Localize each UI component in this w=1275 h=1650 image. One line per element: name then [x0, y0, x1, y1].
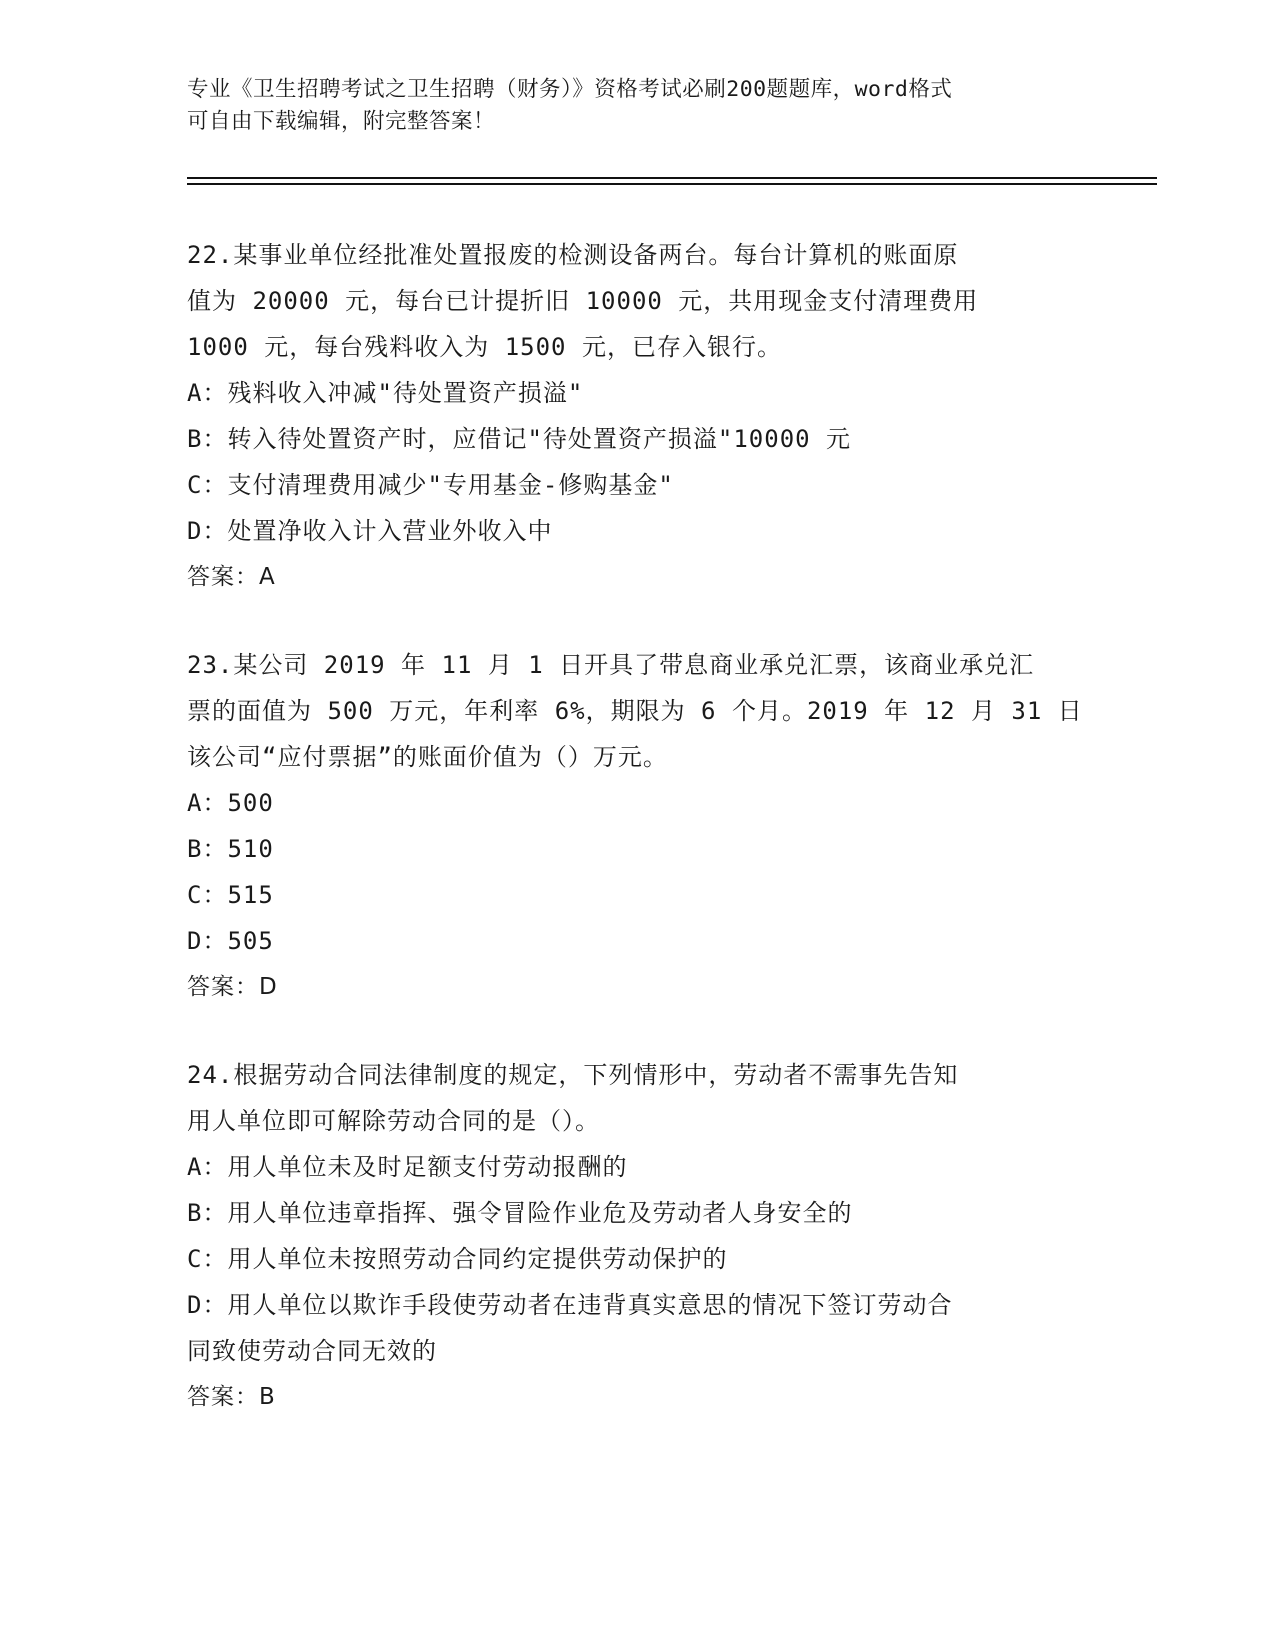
option-d-continued: 同致使劳动合同无效的 [187, 1337, 437, 1365]
option-d: D：用人单位以欺诈手段使劳动者在违背真实意思的情况下签订劳动合 [187, 1291, 953, 1319]
header-line-2: 可自由下载编辑，附完整答案！ [187, 109, 496, 134]
answer: 答案：B [187, 1384, 276, 1410]
question-stem-line: 1000 元，每台残料收入为 1500 元，已存入银行。 [187, 333, 782, 361]
option-d: D：处置净收入计入营业外收入中 [187, 517, 553, 545]
question-22 [187, 232, 1087, 600]
option-b: B：用人单位违章指挥、强令冒险作业危及劳动者人身安全的 [187, 1199, 853, 1227]
question-stem-line: 24.根据劳动合同法律制度的规定，下列情形中，劳动者不需事先告知 [187, 1061, 959, 1089]
answer: 答案：D [187, 974, 278, 1000]
answer: 答案：A [187, 564, 276, 590]
question-stem-line: 用人单位即可解除劳动合同的是（）。 [187, 1107, 600, 1135]
question-24 [187, 1052, 1087, 1420]
question-23 [187, 642, 1087, 1010]
header-divider-top [187, 177, 1157, 179]
header-line-1: 专业《卫生招聘考试之卫生招聘（财务）》资格考试必刷200题题库，word格式 [187, 77, 953, 102]
option-d: D：505 [187, 927, 274, 955]
header-divider-bottom [187, 183, 1157, 185]
option-b: B：510 [187, 835, 274, 863]
option-a: A：500 [187, 789, 274, 817]
option-b: B：转入待处置资产时，应借记"待处置资产损溢"10000 元 [187, 425, 852, 453]
question-stem-line: 值为 20000 元，每台已计提折旧 10000 元，共用现金支付清理费用 [187, 287, 979, 315]
question-stem-line: 票的面值为 500 万元，年利率 6%，期限为 6 个月。2019 年 12 月 31 日 [187, 697, 1083, 725]
option-a: A：残料收入冲减"待处置资产损溢" [187, 379, 584, 407]
document-header [187, 74, 1067, 138]
question-stem-line: 23.某公司 2019 年 11 月 1 日开具了带息商业承兑汇票，该商业承兑汇 [187, 651, 1035, 679]
option-c: C：515 [187, 881, 274, 909]
question-stem-line: 22.某事业单位经批准处置报废的检测设备两台。每台计算机的账面原 [187, 241, 959, 269]
option-a: A：用人单位未及时足额支付劳动报酬的 [187, 1153, 628, 1181]
option-c: C：用人单位未按照劳动合同约定提供劳动保护的 [187, 1245, 728, 1273]
question-list [187, 232, 1087, 1462]
question-stem-line: 该公司“应付票据”的账面价值为（）万元。 [187, 743, 668, 771]
option-c: C：支付清理费用减少"专用基金-修购基金" [187, 471, 674, 499]
